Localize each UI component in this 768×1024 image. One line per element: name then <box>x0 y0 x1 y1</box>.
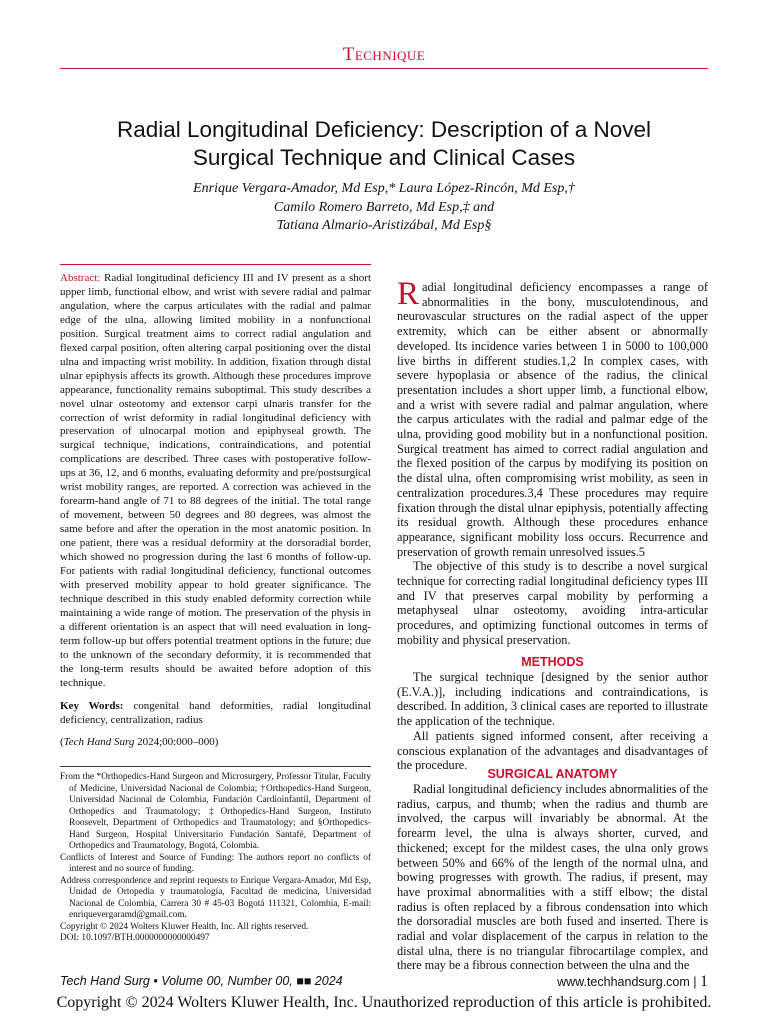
title-line-1: Radial Longitudinal Deficiency: Description of a Novel <box>116 117 652 142</box>
header-rule <box>60 68 708 69</box>
keywords-text: congenital hand deformities, radial longitudinal deficiency, centralization, radius <box>60 699 372 726</box>
drop-cap: R <box>397 276 420 312</box>
citation: (Tech Hand Surg 2024;00:000–000) <box>60 735 219 748</box>
title-line-2: Surgical Technique and Clinical Cases <box>192 145 576 170</box>
intro-paragraph-1 <box>397 276 708 559</box>
intro-column <box>397 276 708 648</box>
intro-text-1: adial longitudinal deficiency encompasses a range of abnormalities in the bony, musculotendinous, and neurovascular structures on the radial aspect of the upper extremity, which can be either absent or abnormally developed. Its incidence varies between 1 in 5000 to 100,000 live births in different studies.1,2 In complex cases, with severe hypoplasia or absence of the radius, the clinical presentation includes a short upper limb, a functional elbow, and a wrist with severe radial and palmar angulation, where the carpus articulates with the radial and palmar edge of the ulna, providing good mobility but in a nonfunctional position. Surgical treatment has aimed to correct radial angulation and the flexed position of the carpus by modifying its position on the distal ulna, often compromising wrist mobility, as seen in centralization procedures.3,4 These procedures may require fixation through the distal ulnar epiphysis, potentially affecting its residual growth. Although these procedures enhance appearance, significant mobility loss occurs. Recurrence and preservation of growth remain unresolved issues.5 <box>397 280 708 559</box>
abstract-text: Radial longitudinal deficiency III and IV present as a short upper limb, functional elbow, and wrist with severe radial and palmar angulation, where the carpus articulates with the radial and palmar edge of the ulna, allowing limited mobility in a nonfunctional position. Surgical treatment aims to correct radial angulation and flexed carpal position, often altering carpal positioning over the distal ulna and impacting wrist mobility. In addition, fixation through distal ulnar epiphysis affects its growth. Although these procedures improve appearance, functionality remains suboptimal. This study describes a novel ulnar osteotomy and extensor carpi ulnaris transfer for the correction of wrist deformity in radial longitudinal deficiency with preservation of ulnocarpal motion and epiphyseal growth. The surgical technique, indications, contraindications, and potential complications are described. Three cases with postoperative follow-ups at 36, 12, and 6 months, evaluating deformity and pre/postsurgical wrist mobility ranges, are reported. A correction was achieved in the forearm-hand angle of 71 to 88 degrees of the initial. The total range of movement, between 50 degrees and 80 degrees, was almost the same before and after the operation in the most anatomic position. In one patient, there was a residual deformity at the dorsoradial border, which showed no progression during the last 6 months of follow-up. For patients with radial longitudinal deficiency, functional outcomes with preserved mobility appear to hold greater significance. The technique described in this study enabled deformity correction while maintaining a wide range of motion. The preservation of the physis in a different orientation is an aspect that will need evaluation in long-term follow-up but offers potential treatment options in the future; due to the unknown of the secondary deformity, it is recommended that the long-term results should be awaited before adoption of this technique. <box>60 272 372 689</box>
citation-details: 2024;00:000–000) <box>134 735 219 748</box>
anatomy-heading: SURGICAL ANATOMY <box>487 767 618 781</box>
section-label: Technique <box>342 44 426 65</box>
methods-section <box>397 670 708 773</box>
methods-paragraph-1: The surgical technique [designed by the senior author (E.V.A.)], including indications and contraindications, is described. In addition, 3 clinical cases are reported to illustrate the application of the technique. <box>397 670 708 729</box>
journal-website: www.techhandsurg.com | <box>557 975 700 989</box>
footnote-doi: DOI: 10.1097/BTH.0000000000000497 <box>60 933 210 943</box>
journal-info: Tech Hand Surg • Volume 00, Number 00, ■■ 2024 <box>60 974 343 988</box>
authors-line-1: Enrique Vergara-Amador, Md Esp,* Laura López-Rincón, Md Esp,† <box>193 181 575 196</box>
article-title <box>60 116 708 172</box>
anatomy-paragraph-1: Radial longitudinal deficiency includes abnormalities of the radius, carpus, and thumb; when the radius and thumb are involved, the carpus will invariably be abnormal. At the forearm level, the ulna is always shorter, curved, and thickened; except for the mildest cases, the ulna only grows between 50% and 66% of the length of the normal ulna, and bowing progresses with growth. The radius, if present, may have proximal abnormalities with a stiff elbow; the distal radius is often replaced by a fibrous condensation into which the dorsoradial muscles are both fused and inserted. There is radial and volar displacement of the carpus in relation to the distal ulna, there is no triangular fibrocartilage complex, and there may be a fibrous connection between the ulna and the <box>397 782 708 973</box>
page-number: 1 <box>700 973 708 990</box>
page-info <box>557 973 708 991</box>
abstract <box>60 272 371 691</box>
footnote-affiliations: From the *Orthopedics-Hand Surgeon and Microsurgery, Professor Titular, Faculty of Medicine, Universidad Nacional de Colombia; †Orthopedics-Hand Surgeon, Universidad Nacional de Colombia, Fundación Cardioinfantil, Department of Orthopedics and Traumatology; ‡Orthopedics-Hand Surgeon, Instituto Roosevelt, Department of Orthopedics and Traumatology; and §Orthopedics-Hand Surgeon, Hospital Universitario Fundación Santafé, Department of Orthopedics and Traumatology, Bogotá, Colombia. <box>60 772 371 851</box>
authors-line-2: Camilo Romero Barreto, Md Esp,‡ and <box>273 199 495 215</box>
intro-paragraph-2: The objective of this study is to describe a novel surgical technique for correcting radial longitudinal deficiency types III and IV that preserves carpal mobility by performing a metaphyseal ulnar osteotomy, avoiding intra-articular procedures, and optimizing functional outcomes in terms of mobility and physical preservation. <box>397 559 708 647</box>
abstract-label: Abstract: <box>60 272 101 284</box>
footnote-rule <box>60 766 371 767</box>
footnote-correspondence: Address correspondence and reprint requests to Enrique Vergara-Amador, Md Esp, Unidad de Ortopedia y traumatología, Facultad de medicina, Universidad Nacional de Colombia, Carrera 30 # 45-03 Bogotá 111321, Colombia, E-mail: enriquevergaramd@gmail.com. <box>60 875 371 920</box>
footnote-conflicts: Conflicts of Interest and Source of Funding: The authors report no conflicts of interest and no source of funding. <box>60 852 371 874</box>
anatomy-section <box>397 782 708 973</box>
footnotes <box>60 772 371 945</box>
author-list <box>60 180 708 236</box>
methods-heading: METHODS <box>521 655 584 669</box>
keywords-label: Key Words: <box>60 699 124 712</box>
abstract-rule <box>60 264 371 265</box>
footnote-copyright: Copyright © 2024 Wolters Kluwer Health, Inc. All rights reserved. <box>60 921 309 932</box>
copyright-notice: Copyright © 2024 Wolters Kluwer Health, Inc. Unauthorized reproduction of this article is prohibited. <box>56 994 712 1011</box>
abstract-column <box>60 272 371 749</box>
methods-paragraph-2: All patients signed informed consent, after receiving a conscious explanation of the advantages and disadvantages of the procedure. <box>397 728 708 773</box>
authors-line-3: Tatiana Almario-Aristizábal, Md Esp§ <box>276 218 492 233</box>
keywords <box>60 700 371 728</box>
citation-journal: Tech Hand Surg <box>63 735 135 748</box>
